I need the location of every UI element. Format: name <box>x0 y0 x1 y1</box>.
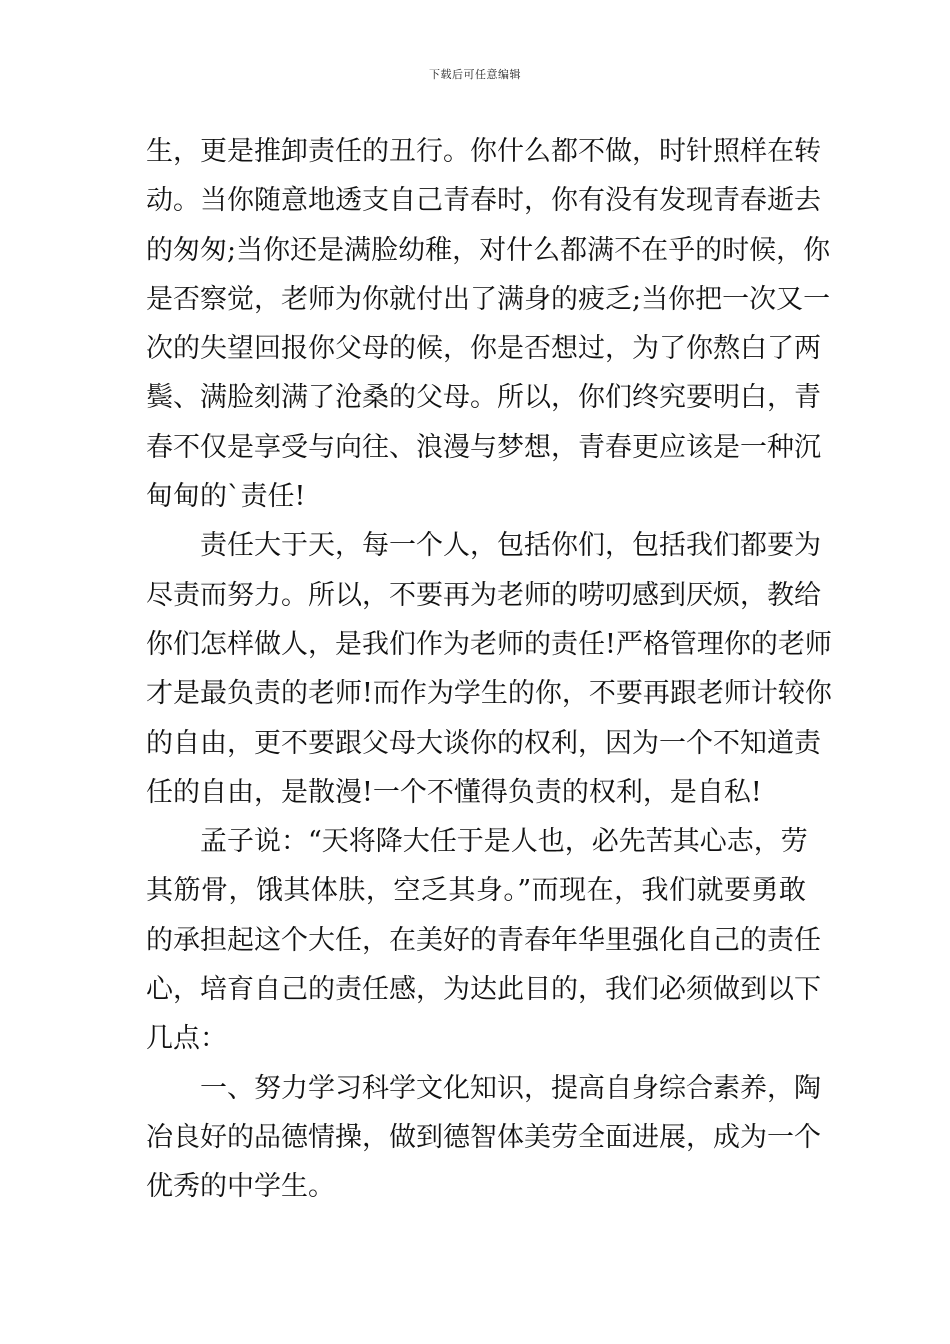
text-line: 优秀的中学生。 <box>146 1171 335 1203</box>
text-line: 甸甸的`责任! <box>146 481 306 513</box>
text-line: 生，更是推卸责任的丑行。你什么都不做，时针照样在转 <box>146 136 821 167</box>
text-line: 其筋骨，饿其体肤，空乏其身。”而现在，我们就要勇敢 <box>146 875 806 907</box>
text-line: 的匆匆;当你还是满脸幼稚，对什么都满不在乎的时候，你 <box>146 234 831 266</box>
text-line: 春不仅是享受与向往、浪漫与梦想，青春更应该是一种沉 <box>146 431 821 463</box>
paragraph-first-line: 责任大于天，每一个人，包括你们，包括我们都要为 <box>200 530 821 562</box>
text-line: 任的自由，是散漫!一个不懂得负责的权利，是自私! <box>146 776 762 808</box>
text-line: 的承担起这个大任，在美好的青春年华里强化自己的责任 <box>146 924 821 956</box>
document-body <box>146 127 832 1212</box>
text-line: 鬓、满脸刻满了沧桑的父母。所以，你们终究要明白，青 <box>146 382 821 414</box>
paragraph-first-line: 一、努力学习科学文化知识，提高自身综合素养，陶 <box>200 1072 821 1104</box>
text-line: 的自由，更不要跟父母大谈你的权利，因为一个不知道责 <box>146 727 821 759</box>
text-line: 心，培育自己的责任感，为达此目的，我们必须做到以下 <box>146 974 821 1006</box>
page-header: 下载后可任意编辑 <box>429 68 521 81</box>
paragraph-first-line: 孟子说：“天将降大任于是人也，必先苦其心志，劳 <box>200 826 808 858</box>
text-line: 尽责而努力。所以，不要再为老师的唠叨感到厌烦，教给 <box>146 579 821 611</box>
text-line: 你们怎样做人，是我们作为老师的责任!严格管理你的老师 <box>146 628 832 660</box>
text-line: 几点： <box>146 1023 227 1055</box>
text-line: 次的失望回报你父母的候，你是否想过，为了你熬白了两 <box>146 333 821 365</box>
text-line: 才是最负责的老师!而作为学生的你，不要再跟老师计较你 <box>146 678 832 710</box>
text-line: 是否察觉，老师为你就付出了满身的疲乏;当你把一次又一 <box>146 283 831 315</box>
text-line: 冶良好的品德情操，做到德智体美劳全面进展，成为一个 <box>146 1121 821 1153</box>
text-line: 动。当你随意地透支自己青春时，你有没有发现青春逝去 <box>146 185 821 217</box>
